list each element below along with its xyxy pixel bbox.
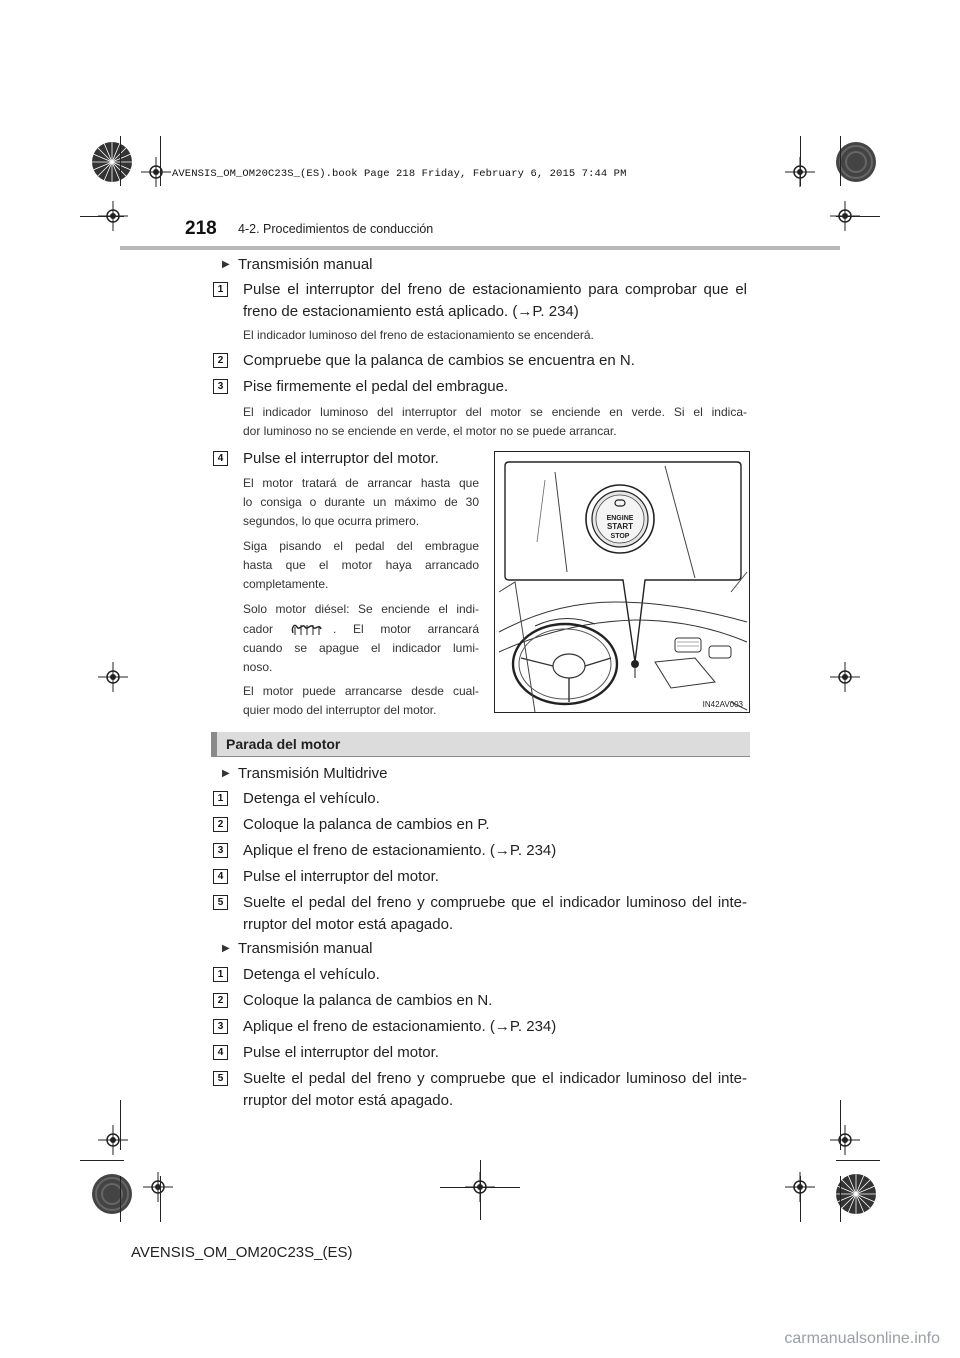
step-number: 5: [213, 895, 228, 910]
crosshair-mark-9: [143, 1172, 173, 1202]
crop-line: [480, 1160, 481, 1220]
figure-code: IN42AV003: [702, 700, 743, 709]
step-text: Suelte el pedal del freno y compruebe que el indicador luminoso del inte- rruptor del motor está apagado.: [243, 1070, 747, 1109]
crosshair-mark-5: [98, 662, 128, 692]
crop-line: [840, 1176, 841, 1222]
section-accent: [211, 732, 217, 756]
step-number: 1: [213, 967, 228, 982]
step-number: 1: [213, 791, 228, 806]
crop-line: [120, 136, 121, 186]
step-text: Detenga el vehículo.: [243, 790, 380, 807]
step-note: El motor puede arrancarse desde cual- quier modo del interruptor del motor.: [243, 684, 479, 717]
step-text: Detenga el vehículo.: [243, 966, 380, 983]
step-number: 1: [213, 282, 228, 297]
crop-line: [80, 216, 124, 217]
step-text: Pulse el interruptor del motor.: [243, 450, 439, 467]
button-label-stop: STOP: [610, 533, 630, 540]
crop-line: [120, 1176, 121, 1222]
section-title: 4-2. Procedimientos de conducción: [238, 222, 434, 236]
crop-line: [836, 1160, 880, 1161]
book-stamp: AVENSIS_OM_OM20C23S_(ES).book Page 218 Friday, February 6, 2015 7:44 PM: [172, 168, 627, 180]
step-number: 2: [213, 817, 228, 832]
crop-line: [120, 1100, 121, 1150]
step-number: 3: [213, 1019, 228, 1034]
engine-switch-figure: [494, 451, 750, 713]
triangle-arrow-icon: ▶: [222, 259, 230, 270]
section-title-parada: Parada del motor: [226, 736, 341, 752]
watermark: carmanualsonline.info: [784, 1330, 940, 1347]
step-note: El motor tratará de arrancar hasta que lo consiga o durante un máximo de 30 segundos, lo que ocurra primero.: [243, 476, 479, 528]
step-number: 2: [213, 993, 228, 1008]
step-text: Aplique el freno de estacionamiento. (→P. 234): [243, 1018, 557, 1035]
crop-line: [160, 1176, 161, 1222]
step-text: Aplique el freno de estacionamiento. (→P. 234): [243, 842, 557, 859]
step-text: Coloque la palanca de cambios en P.: [243, 816, 490, 833]
triangle-arrow-icon: ▶: [222, 768, 230, 779]
step-number: 3: [213, 843, 228, 858]
step-text: Pise firmemente el pedal del embrague.: [243, 378, 509, 395]
section-bar-parada: [211, 732, 750, 756]
triangle-arrow-icon: ▶: [222, 943, 230, 954]
sub-heading-multidrive: ▶ Transmisión Multidrive: [222, 765, 388, 782]
sub-heading-manual-stop: ▶ Transmisión manual: [222, 940, 373, 957]
dashboard-illustration: [495, 452, 750, 713]
registration-mark-bottom-left: [88, 1170, 136, 1218]
step-number: 2: [213, 353, 228, 368]
step-number: 4: [213, 1045, 228, 1060]
button-label-engine: ENGINE: [606, 515, 634, 522]
step-note: Solo motor diésel: Se enciende el indi- cador . El motor arrancará cuando se apague el indicador lumi- noso.: [243, 602, 479, 674]
page-number: 218: [185, 218, 217, 239]
step-text: Coloque la palanca de cambios en N.: [243, 992, 493, 1009]
step-number: 5: [213, 1071, 228, 1086]
sub-heading-manual: ▶ Transmisión manual: [222, 256, 373, 273]
step-number: 4: [213, 869, 228, 884]
step-note: El indicador luminoso del freno de estacionamiento se encenderá.: [243, 328, 594, 342]
crop-line: [800, 136, 801, 186]
button-label-start: START: [606, 522, 634, 531]
crop-line: [160, 136, 161, 186]
step-text: Pulse el interruptor del motor.: [243, 1044, 439, 1061]
header-rule: [120, 246, 840, 250]
crop-line: [840, 136, 841, 186]
step-number: 3: [213, 379, 228, 394]
crop-line: [840, 1100, 841, 1150]
footer-doc-code: AVENSIS_OM_OM20C23S_(ES): [131, 1244, 353, 1261]
step-text: Pulse el interruptor del motor.: [243, 868, 439, 885]
crosshair-mark-7: [98, 1125, 128, 1155]
crop-line: [800, 1176, 801, 1222]
crop-line: [836, 216, 880, 217]
section-underline: [211, 756, 750, 757]
glow-plug-indicator-icon: [287, 619, 327, 639]
step-note: El indicador luminoso del interruptor del motor se enciende en verde. Si el indica- dor luminoso no se enciende en verde, el motor no se puede arrancar.: [243, 405, 747, 438]
crosshair-mark-6: [830, 662, 860, 692]
registration-mark-top-left: [88, 138, 136, 186]
crop-line: [80, 1160, 124, 1161]
step-note: Siga pisando el pedal del embrague hasta que el motor haya arrancado completamente.: [243, 539, 479, 591]
crosshair-mark-8: [830, 1125, 860, 1155]
step-number: 4: [213, 451, 228, 466]
step-text: Compruebe que la palanca de cambios se encuentra en N.: [243, 352, 635, 369]
crosshair-mark-1: [141, 157, 171, 187]
step-text: Suelte el pedal del freno y compruebe que el indicador luminoso del inte- rruptor del motor está apagado.: [243, 894, 747, 933]
step-text: Pulse el interruptor del freno de estacionamiento para comprobar que el freno de estacionamiento está aplicado. (→P. 234): [243, 281, 747, 320]
